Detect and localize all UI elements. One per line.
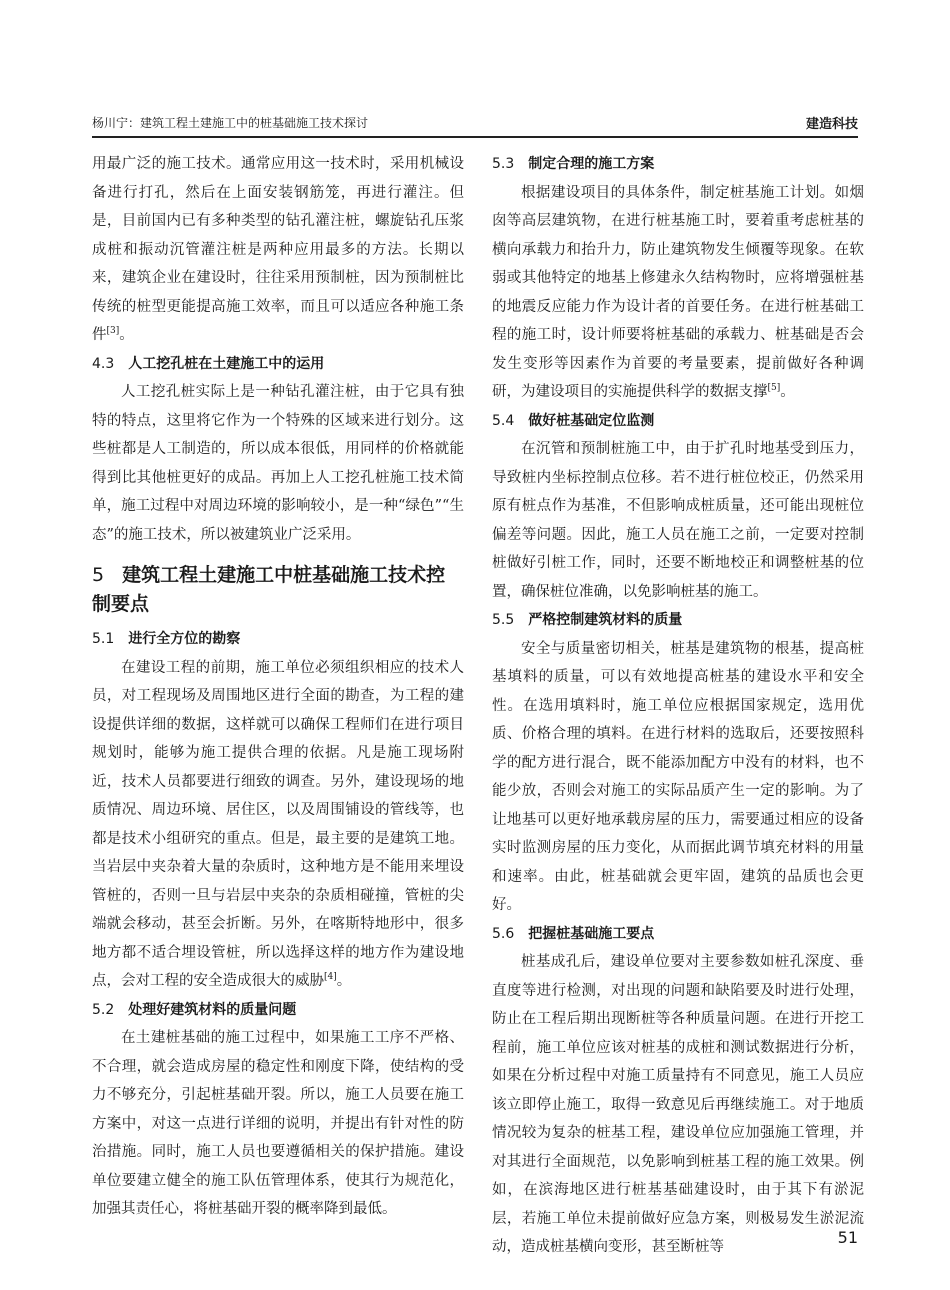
journal-name: 建造科技 (805, 116, 858, 132)
paragraph: 在建设工程的前期，施工单位必须组织相应的技术人员，对工程现场及周围地区进行全面的勘查，为工程的建设提供详细的数据，这样就可以确保工程师们在进行项目规划时，能够为施工提供合理的依据。凡是施工现场附近，技术人员都要进行细致的调查。另外，建设现场的地质情况、周边环境、居住区，以及周围铺设的管线等，也都是技术小组研究的重点。但是，最主要的是建筑工地。当岩层中夹杂着大量的杂质时，这种地方是不能用来埋设管桩的，否则一旦与岩层中夹杂的杂质相碰撞，管桩的尖端就会移动，甚至会折断。另外，在喀斯特地形中，很多地方都不适合埋设管桩，所以选择这样的地方作为建设地点，会对工程的安全造成很大的威胁[4]。 (92, 659, 464, 989)
running-title: 杨川宁：建筑工程土建施工中的桩基础施工技术探讨 (92, 115, 369, 130)
section-heading-5-6: 5.6 把握桩基础施工要点 (492, 925, 655, 942)
citation: [4] (324, 972, 337, 983)
running-header (92, 112, 858, 132)
paragraph: 根据建设项目的具体条件，制定桩基施工计划。如烟囱等高层建筑物，在进行桩基施工时，要着重考虑桩基的横向承载力和抬升力，防止建筑物发生倾覆等现象。在软弱或其他特定的地基上修建永久结构物时，应将增强桩基的地震反应能力作为设计者的首要任务。在进行桩基础工程的施工时，设计师要将桩基础的承载力、桩基础是否会发生变形等因素作为首要的考量要素，提前做好各种调研，为建设项目的实施提供科学的数据支撑[5]。 (492, 184, 864, 400)
paragraph: 安全与质量密切相关，桩基是建筑物的根基，提高桩基填料的质量，可以有效地提高桩基的建设水平和安全性。在选用填料时，施工单位应根据国家规定，选用优质、价格合理的填料。在进行材料的选取后，还要按照科学的配方进行混合，既不能添加配方中没有的材料，也不能少放，否则会对施工的实际品质产生一定的影响。为了让地基可以更好地承载房屋的压力，需要通过相应的设备实时监测房屋的压力变化，从而据此调节填充材料的用量和速率。由此，桩基础就会更牢固，建筑的品质也会更好。 (492, 640, 864, 913)
section-heading-5-3: 5.3 制定合理的施工方案 (492, 156, 655, 172)
paragraph: 用最广泛的施工技术。通常应用这一技术时，采用机械设备进行打孔，然后在上面安装钢筋笼，再进行灌注。但是，目前国内已有多种类型的钻孔灌注桩，螺旋钻孔压浆成桩和振动沉管灌注桩是两种应用最多的方法。长期以来，建筑企业在建设时，往往采用预制桩，因为预制桩比传统的桩型更能提高施工效率，而且可以适应各种施工条件[3]。 (92, 156, 464, 343)
citation: [3] (106, 326, 120, 337)
paragraph: 在沉管和预制桩施工中，由于扩孔时地基受到压力，导致桩内坐标控制点位移。若不进行桩位校正，仍然采用原有桩点作为基准，不但影响成桩质量，还可能出现桩位偏差等问题。因此，施工人员在施工之前，一定要对控制桩做好引桩工作，同时，还要不断地校正和调整桩基的位置，确保桩位准确，以免影响桩基的施工。 (492, 441, 864, 600)
paragraph: 在土建桩基础的施工过程中，如果施工工序不严格、不合理，就会造成房屋的稳定性和刚度下降，使结构的受力不够充分，引起桩基础开裂。所以，施工人员要在施工方案中，对这一点进行详细的说明，并提出有针对性的防治措施。同时，施工人员也要遵循相关的保护措施。建设单位要建立健全的施工队伍管理体系，使其行为规范化，加强其责任心，将桩基础开裂的概率降到最低。 (92, 1030, 464, 1217)
citation: [5] (767, 383, 781, 394)
section-heading-5-4: 5.4 做好桩基础定位监测 (492, 412, 655, 429)
section-heading-5-1: 5.1 进行全方位的勘察 (92, 631, 241, 647)
page-number: 51 (837, 1228, 858, 1247)
paragraph: 桩基成孔后，建设单位要对主要参数如桩孔深度、垂直度等进行检测，对出现的问题和缺陷要及时进行处理，防止在工程后期出现断桩等各种质量问题。在进行开挖工程前，施工单位应该对桩基的成桩和测试数据进行分析，如果在分析过程中对施工质量持有不同意见，施工人员应该立即停止施工，取得一致意见后再继续施工。对于地质情况较为复杂的桩基工程，建设单位应加强施工管理，并对其进行全面规范，以免影响到桩基工程的施工效果。例如，在滨海地区进行桩基基础建设时，由于其下有淤泥层，若施工单位未提前做好应急方案，则极易发生淤泥流动，造成桩基横向变形，甚至断桩等 (492, 954, 864, 1255)
section-heading-4-3: 4.3 人工挖孔桩在土建施工中的运用 (92, 355, 325, 372)
paragraph: 人工挖孔桩实际上是一种钻孔灌注桩，由于它具有独特的特点，这里将它作为一个特殊的区域来进行划分。这些桩都是人工制造的，所以成本很低，用同样的价格就能得到比其他桩更好的成品。再加上人工挖孔桩施工技术简单，施工过程中对周边环境的影响较小，是一种“绿色”“生态”的施工技术，所以被建筑业广泛采用。 (92, 384, 464, 543)
section-heading-5: 5 建筑工程土建施工中桩基础施工技术控制要点 (92, 564, 446, 615)
section-heading-5-2: 5.2 处理好建筑材料的质量问题 (92, 1001, 297, 1018)
left-column (92, 150, 464, 1224)
right-column (492, 150, 864, 1262)
header-rule (92, 136, 858, 138)
section-heading-5-5: 5.5 严格控制建筑材料的质量 (492, 612, 683, 628)
